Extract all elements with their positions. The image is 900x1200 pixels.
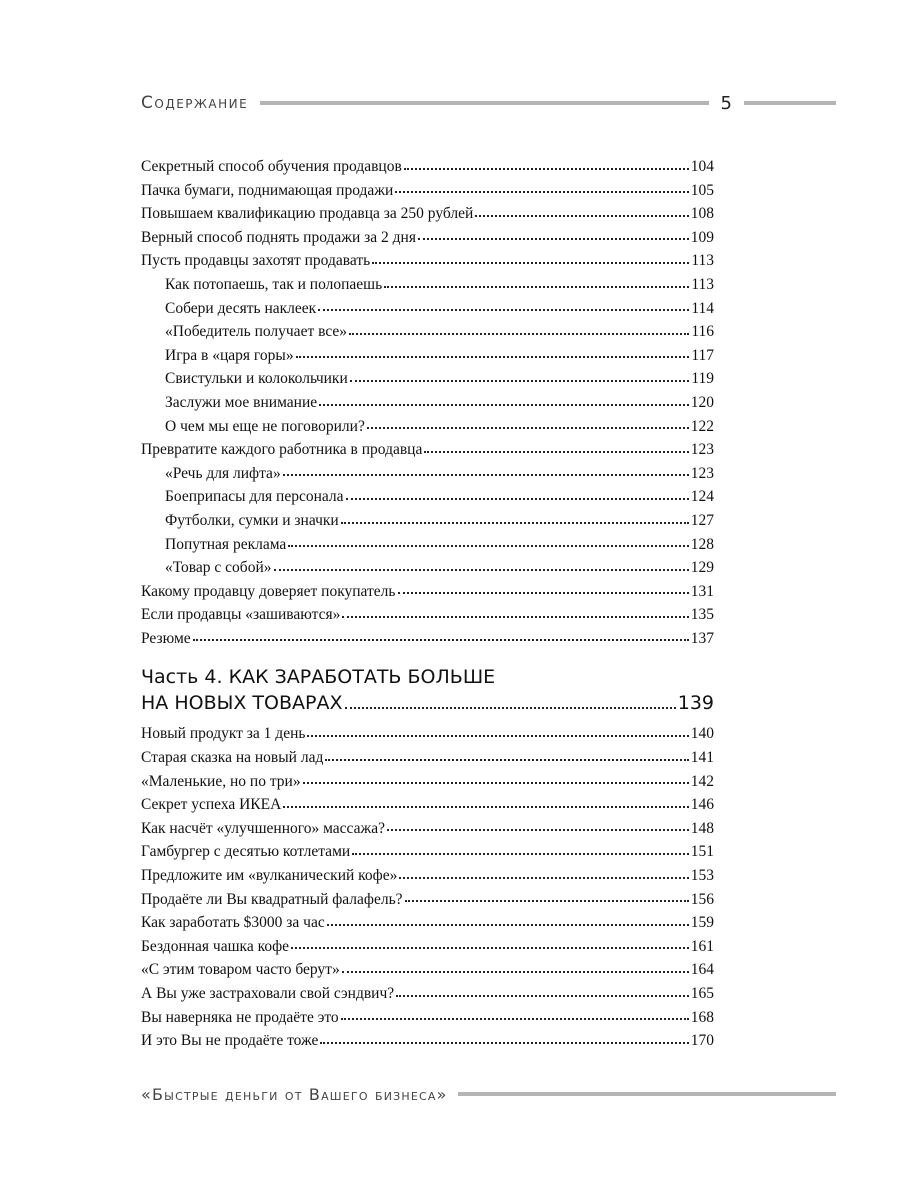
toc-entry-title: Какому продавцу доверяет покупатель <box>141 582 396 600</box>
toc-entry-title: Как заработать $3000 за час <box>141 914 325 932</box>
dot-leader <box>193 638 689 641</box>
toc-entry[interactable] <box>141 155 714 179</box>
toc-entry-title: И это Вы не продаёте тоже <box>141 1032 319 1050</box>
dot-leader <box>387 828 689 831</box>
dot-leader <box>350 379 690 382</box>
dot-leader <box>352 852 689 855</box>
toc-entry-page: 151 <box>690 843 714 861</box>
dot-leader <box>399 876 688 879</box>
toc-entry[interactable] <box>141 556 714 580</box>
toc-entry[interactable] <box>141 533 714 557</box>
toc-entry[interactable] <box>141 202 714 226</box>
toc-entry-title: Пусть продавцы захотят продавать <box>141 252 371 270</box>
dot-leader <box>320 1041 688 1044</box>
toc-entry[interactable] <box>141 438 714 462</box>
header-rule <box>260 101 708 105</box>
toc-entry-title: Как потопаешь, так и полопаешь <box>165 275 383 293</box>
toc-entry-title: Секрет успеха ИКЕА <box>141 796 282 814</box>
dot-leader <box>346 497 689 500</box>
toc-entry-page: 114 <box>691 299 714 317</box>
toc-entry-title: Старая сказка на новый лад <box>141 749 324 767</box>
toc-entry[interactable] <box>141 627 714 651</box>
toc-entry[interactable] <box>141 344 714 368</box>
table-of-contents <box>141 155 714 1053</box>
dot-leader <box>296 355 690 358</box>
toc-entry-title: «Товар с собой» <box>165 559 272 577</box>
toc-entry[interactable] <box>141 888 714 912</box>
toc-list-part3 <box>141 155 714 650</box>
toc-entry[interactable] <box>141 793 714 817</box>
toc-entry[interactable] <box>141 1006 714 1030</box>
toc-entry[interactable] <box>141 391 714 415</box>
toc-entry-page: 141 <box>690 749 714 767</box>
page-number: 5 <box>720 92 732 114</box>
toc-entry-title: Бездонная чашка кофе <box>141 937 289 955</box>
toc-entry-page: 113 <box>691 252 714 270</box>
dot-leader <box>288 544 688 547</box>
toc-entry-page: 104 <box>690 158 714 175</box>
toc-entry-title: «Речь для лифта» <box>165 464 281 482</box>
toc-entry[interactable] <box>141 509 714 533</box>
toc-entry-title: Превратите каждого работника в продавца <box>141 441 423 459</box>
header-title: Содержание <box>141 93 249 113</box>
toc-entry-page: 148 <box>690 819 714 837</box>
toc-entry-page: 109 <box>690 228 714 246</box>
toc-entry-page: 123 <box>690 441 714 459</box>
toc-list-part4 <box>141 722 714 1052</box>
toc-entry-page: 124 <box>690 488 714 506</box>
toc-entry[interactable] <box>141 297 714 321</box>
toc-entry-page: 146 <box>690 796 714 814</box>
toc-entry-page: 140 <box>690 725 714 743</box>
dot-leader <box>319 403 689 406</box>
toc-entry-page: 165 <box>690 985 714 1002</box>
toc-entry-title: Резюме <box>141 629 191 647</box>
toc-entry-title: О чем мы еще не поговорили? <box>165 417 365 435</box>
dot-leader <box>283 805 688 808</box>
toc-entry[interactable] <box>141 462 714 486</box>
toc-entry-title: Секретный способ обучения продавцов <box>141 158 402 175</box>
toc-entry[interactable] <box>141 911 714 935</box>
part-heading-line1: Часть 4. КАК ЗАРАБОТАТЬ БОЛЬШЕ <box>141 666 496 689</box>
dot-leader <box>341 1017 689 1020</box>
dot-leader <box>349 332 689 335</box>
toc-entry-page: 105 <box>690 181 714 199</box>
toc-entry-page: 116 <box>691 323 714 341</box>
toc-entry-title: Собери десять наклеек <box>165 299 317 317</box>
part-heading-line2-row <box>141 690 714 716</box>
toc-entry-title: «С этим товаром часто берут» <box>141 961 340 979</box>
toc-entry-title: Игра в «царя горы» <box>165 346 294 364</box>
dot-leader <box>325 758 688 761</box>
dot-leader <box>398 591 689 594</box>
dot-leader <box>307 734 688 737</box>
toc-entry-page: 164 <box>690 961 714 979</box>
toc-entry-page: 142 <box>690 772 714 790</box>
dot-leader <box>404 167 689 170</box>
dot-leader <box>303 781 689 784</box>
dot-leader <box>418 237 689 240</box>
toc-entry[interactable] <box>141 982 714 1006</box>
toc-entry-page: 108 <box>690 205 714 223</box>
toc-entry-page: 127 <box>690 511 714 529</box>
toc-entry-title: Футболки, сумки и значки <box>165 511 339 529</box>
toc-entry[interactable] <box>141 320 714 344</box>
toc-entry-title: А Вы уже застраховали свой сэндвич? <box>141 985 395 1002</box>
footer-rule <box>458 1092 836 1096</box>
toc-entry-title: Как насчёт «улучшенного» массажа? <box>141 819 385 837</box>
toc-entry-page: 170 <box>690 1032 714 1050</box>
toc-entry[interactable] <box>141 249 714 273</box>
header-rule-right <box>744 101 836 105</box>
dot-leader <box>327 923 689 926</box>
toc-entry-title: Вы наверняка не продаёте это <box>141 1008 339 1026</box>
toc-entry-page: 161 <box>690 937 714 955</box>
toc-entry-title: Попутная реклама <box>165 535 287 553</box>
toc-entry-title: Повышаем квалификацию продавца за 250 рублей <box>141 205 474 223</box>
toc-entry-page: 168 <box>690 1008 714 1026</box>
toc-entry-title: Продаёте ли Вы квадратный фалафель? <box>141 890 403 908</box>
dot-leader <box>283 473 689 476</box>
toc-entry[interactable] <box>141 722 714 746</box>
dot-leader <box>291 946 689 949</box>
part-heading-line2: НА НОВЫХ ТОВАРАХ <box>141 692 343 715</box>
toc-entry-page: 153 <box>690 867 714 885</box>
dot-leader <box>396 994 689 997</box>
toc-entry[interactable] <box>141 935 714 959</box>
toc-entry[interactable] <box>141 958 714 982</box>
toc-entry[interactable] <box>141 603 714 627</box>
toc-entry-page: 131 <box>690 582 714 600</box>
toc-entry[interactable] <box>141 1029 714 1053</box>
toc-entry-title: «Победитель получает все» <box>165 323 348 341</box>
toc-entry[interactable] <box>141 864 714 888</box>
dot-leader <box>367 426 689 429</box>
toc-entry[interactable] <box>141 817 714 841</box>
toc-entry[interactable] <box>141 746 714 770</box>
running-footer <box>141 1080 836 1108</box>
dot-leader <box>342 970 689 973</box>
toc-entry-page: 135 <box>690 606 714 624</box>
toc-entry-title: Предложите им «вулканический кофе» <box>141 867 398 885</box>
toc-entry-page: 137 <box>690 629 714 647</box>
toc-entry-page: 156 <box>690 890 714 908</box>
toc-entry-page: 117 <box>691 346 714 364</box>
dot-leader <box>475 214 688 217</box>
toc-entry[interactable] <box>141 485 714 509</box>
toc-entry-title: «Маленькие, но по три» <box>141 772 301 790</box>
dot-leader <box>424 450 688 453</box>
toc-entry[interactable] <box>141 840 714 864</box>
toc-entry-title: Пачка бумаги, поднимающая продажи <box>141 181 394 199</box>
part-heading[interactable] <box>141 664 714 716</box>
toc-entry-title: Верный способ поднять продажи за 2 дня <box>141 228 416 246</box>
dot-leader <box>384 285 689 288</box>
toc-entry-page: 159 <box>690 914 714 932</box>
dot-leader <box>318 308 689 311</box>
dot-leader <box>372 261 689 264</box>
book-title: «Быстрые деньги от Вашего бизнеса» <box>141 1084 448 1104</box>
dot-leader <box>342 615 688 618</box>
dot-leader <box>345 706 676 709</box>
toc-entry[interactable] <box>141 273 714 297</box>
toc-entry-title: Свистульки и колокольчики <box>165 370 348 388</box>
dot-leader <box>405 899 689 902</box>
toc-entry-page: 123 <box>690 464 714 482</box>
part-page-number: 139 <box>677 692 714 715</box>
toc-entry-title: Гамбургер с десятью котлетами <box>141 843 351 861</box>
dot-leader <box>341 521 689 524</box>
running-header <box>141 88 836 118</box>
dot-leader <box>274 568 689 571</box>
dot-leader <box>395 190 688 193</box>
toc-entry-page: 120 <box>690 393 714 411</box>
toc-entry[interactable] <box>141 367 714 391</box>
toc-entry[interactable] <box>141 179 714 203</box>
toc-entry[interactable] <box>141 580 714 604</box>
toc-entry[interactable] <box>141 415 714 439</box>
toc-entry-title: Если продавцы «зашиваются» <box>141 606 341 624</box>
toc-entry-page: 128 <box>690 535 714 553</box>
toc-entry-page: 119 <box>691 370 714 388</box>
toc-entry-title: Боеприпасы для персонала <box>165 488 344 506</box>
toc-entry-title: Новый продукт за 1 день <box>141 725 306 743</box>
toc-entry-page: 113 <box>691 275 714 293</box>
toc-entry[interactable] <box>141 770 714 794</box>
toc-entry[interactable] <box>141 226 714 250</box>
toc-entry-page: 122 <box>690 417 714 435</box>
toc-entry-page: 129 <box>690 559 714 577</box>
toc-entry-title: Заслужи мое внимание <box>165 393 318 411</box>
